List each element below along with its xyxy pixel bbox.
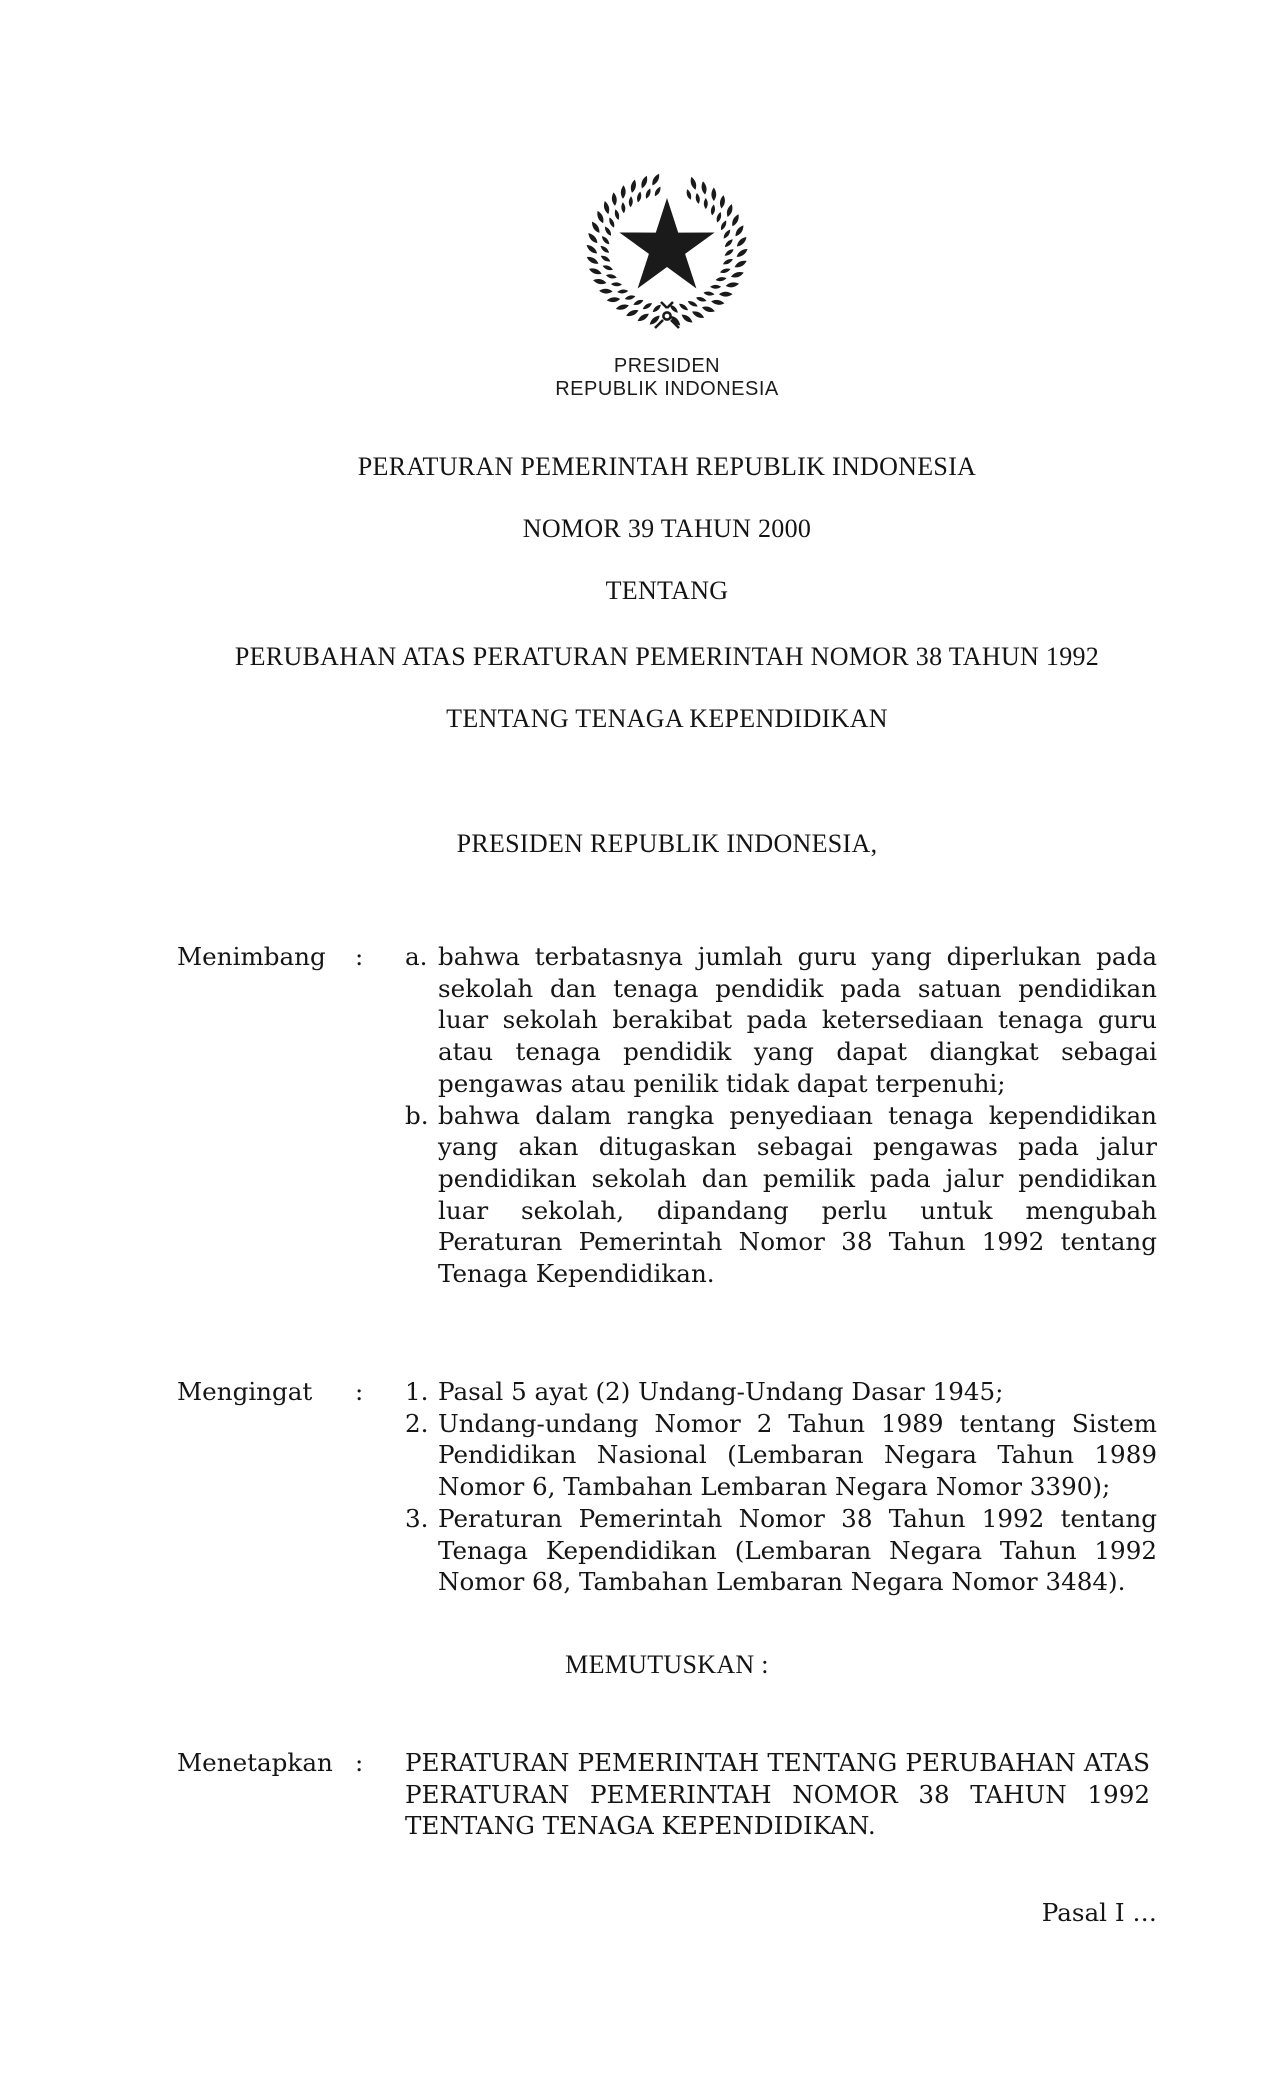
item-marker: b.	[405, 1100, 429, 1130]
section-mengingat	[177, 1376, 1157, 1598]
letterhead	[177, 355, 1157, 401]
menetapkan-label: Menetapkan	[177, 1748, 333, 1777]
item-marker: 1.	[405, 1377, 429, 1406]
memutuskan-heading: MEMUTUSKAN :	[565, 1650, 769, 1679]
list-item	[405, 1376, 1157, 1408]
item-text: Undang-undang Nomor 2 Tahun 1989 tentang Sistem Pendidikan Nasional (Lembaran Negara Tahun 1989 Nomor 6, Tambahan Lembaran Negara Nomor 3390);	[438, 1408, 1157, 1502]
menetapkan-colon: :	[355, 1748, 364, 1777]
title-line-1: PERATURAN PEMERINTAH REPUBLIK INDONESIA	[357, 452, 977, 481]
item-marker: a.	[405, 942, 428, 971]
item-text: bahwa dalam rangka penyediaan tenaga kependidikan yang akan ditugaskan sebagai pengawas pada jalur pendidikan sekolah dan pemilik pada jalur pendidikan luar sekolah, dipandang perlu untuk mengubah Peraturan Pemerintah Nomor 38 Tahun 1992 tentang Tenaga Kependidikan.	[438, 1100, 1157, 1289]
catchword-pasal-i: Pasal I …	[1041, 1898, 1157, 1927]
section-menetapkan	[177, 1747, 1157, 1842]
item-marker: 2.	[405, 1408, 429, 1438]
title-line-3: TENTANG	[605, 576, 729, 605]
title-line-4: PERUBAHAN ATAS PERATURAN PEMERINTAH NOMOR 38 TAHUN 1992	[234, 642, 1100, 671]
item-marker: 3.	[405, 1503, 429, 1533]
title-line-2: NOMOR 39 TAHUN 2000	[522, 514, 812, 543]
list-item	[405, 1408, 1157, 1503]
salutation: PRESIDEN REPUBLIK INDONESIA,	[456, 829, 878, 858]
list-item	[405, 941, 1157, 1100]
mengingat-label: Mengingat	[177, 1377, 313, 1406]
letterhead-country: REPUBLIK INDONESIA	[555, 378, 779, 400]
list-item	[405, 1100, 1157, 1290]
star-icon	[619, 198, 714, 289]
section-menimbang	[177, 941, 1157, 1290]
menimbang-label: Menimbang	[177, 942, 326, 971]
menimbang-content	[405, 941, 1157, 1290]
mengingat-colon: :	[355, 1377, 364, 1406]
mengingat-content	[405, 1376, 1157, 1598]
letterhead-office: PRESIDEN	[613, 355, 721, 377]
presidential-star-wreath-emblem-icon	[582, 170, 752, 332]
list-item	[405, 1503, 1157, 1598]
item-text: Pasal 5 ayat (2) Undang-Undang Dasar 1945;	[438, 1377, 1004, 1406]
item-text: bahwa terbatasnya jumlah guru yang diperlukan pada sekolah dan tenaga pendidik pada satuan pendidikan luar sekolah berakibat pada ketersediaan tenaga guru atau tenaga pendidik yang dapat diangkat sebagai pengawas atau penilik tidak dapat terpenuhi;	[438, 942, 1157, 1098]
item-text: Peraturan Pemerintah Nomor 38 Tahun 1992 tentang Tenaga Kependidikan (Lembaran Negara Tahun 1992 Nomor 68, Tambahan Lembaran Negara Nomor 3484).	[438, 1503, 1157, 1597]
menimbang-colon: :	[355, 942, 364, 971]
menetapkan-text: PERATURAN PEMERINTAH TENTANG PERUBAHAN ATAS PERATURAN PEMERINTAH NOMOR 38 TAHUN 1992 TENTANG TENAGA KEPENDIDIKAN.	[405, 1748, 1150, 1841]
title-line-5: TENTANG TENAGA KEPENDIDIKAN	[446, 704, 888, 733]
